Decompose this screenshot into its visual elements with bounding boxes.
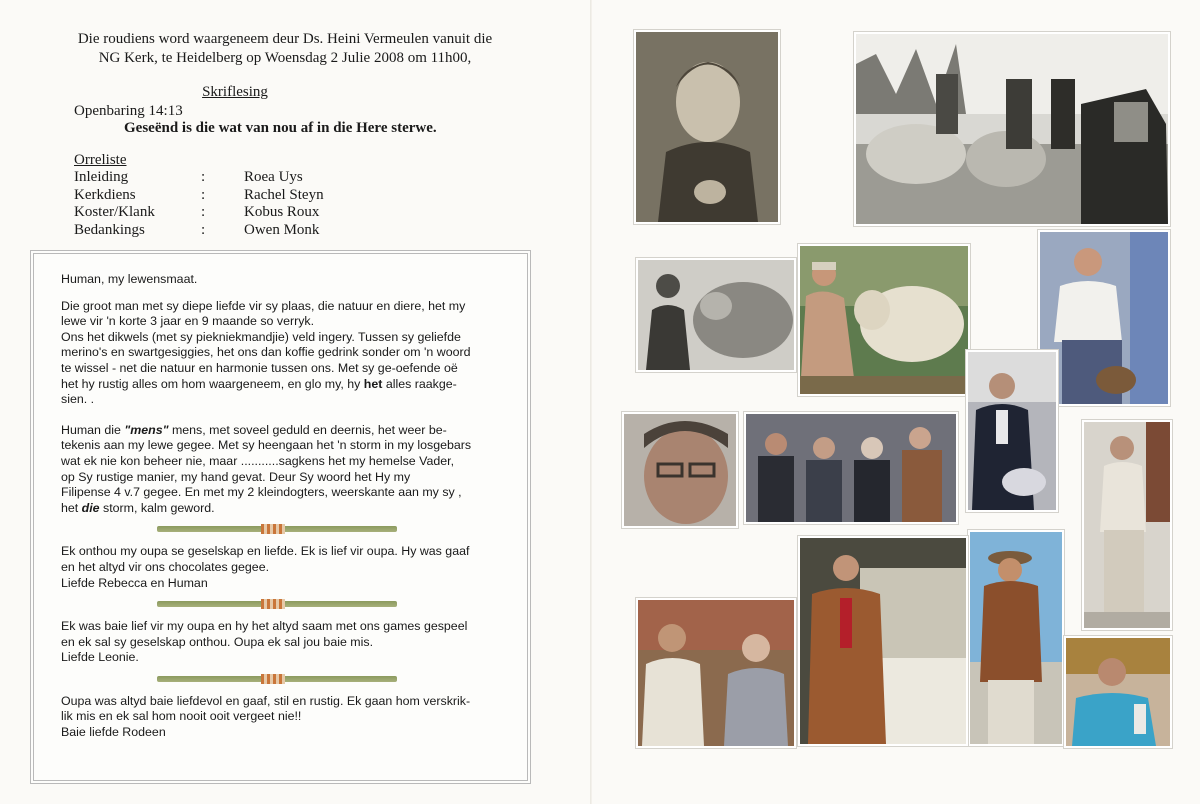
photo-face-closeup-glasses [622,412,738,528]
photo-group-four-men [744,412,958,524]
text-line: Ek onthou my oupa se geselskap en liefde. Ek is lief vir oupa. Hy was gaaf [61,544,470,559]
photo-two-men-seated [636,598,796,748]
text-line: merino's en swartgesiggies, het ons dan koffie gedrink sonder om 'n woord [61,345,471,360]
ornamental-divider [157,526,397,532]
text-line: wat ek nie kon beheer nie, maar ...........sagkens het my hemelse Vader, [61,453,455,468]
organist-name: Kobus Roux [244,204,320,220]
text-line: Oupa was altyd baie liefdevol en gaaf, stil en rustig. Ek gaan hom verskrik- [61,693,471,708]
organist-row [74,169,374,187]
text-line: te wissel - net die natuur en harmonie tussen ons. Met sy ge-oefende oë [61,360,458,375]
photo-man-blue-shirt [1064,636,1172,748]
divider-knot [261,599,285,609]
divider-knot [261,524,285,534]
photo-man-with-sheep [636,258,796,372]
tribute-paragraph-5 [61,694,511,741]
service-intro [40,30,530,68]
organist-row [74,222,374,240]
photo-man-hat-leather-jacket [968,530,1064,746]
text-line: Die groot man met sy diepe liefde vir sy plaas, die natuur en diere, het my [61,298,466,313]
left-page [0,0,590,804]
text-line: en ek sal sy geselskap onthou. Oupa ek sal jou baie mis. [61,634,374,649]
text-line: tekenis aan my lewe gegee. Met sy heengaan het 'n storm in my losgebars [61,438,472,453]
signature-line: Liefde Leonie. [61,650,139,665]
organists-list [74,169,374,239]
organist-name: Roea Uys [244,169,303,185]
text-line: mens, met soveel geduld en deernis, het weer be- [168,422,447,437]
photo-man-with-ram [798,244,970,396]
reading-reference: Openbaring 14:13 [74,103,183,119]
organist-role: Inleiding [74,169,129,185]
photo-man-brown-jacket-fleece [798,536,968,746]
photo-collage-page [592,0,1200,804]
organist-role: Bedankings [74,221,145,238]
text-line: Ons het dikwels (met sy piekniekmandjie) veld ingery. Tussen sy geliefde [61,329,461,344]
organist-colon: : [201,186,206,203]
tribute-greeting: Human, my lewensmaat. [61,272,198,286]
photo-child-portrait [634,30,780,224]
emphasis-die: die [81,500,100,515]
signature-line: Baie liefde Rodeen [61,725,166,740]
text-line: sien. . [61,392,95,407]
text-line: het [61,500,82,515]
text-line: en het altyd vir ons chocolates gegee. [61,559,270,574]
tribute-paragraph-4 [61,619,511,666]
tribute-box [30,250,531,784]
organist-name: Rachel Steyn [244,186,324,203]
text-line: storm, kalm geword. [99,500,215,515]
signature-line: Liefde Rebecca en Human [61,575,208,590]
organist-role: Koster/Klank [74,204,155,220]
photo-man-standing [1082,420,1172,630]
photo-farm-truck [854,32,1170,226]
organists-heading: Orreliste [74,152,127,168]
photo-man-in-blazer [966,350,1058,512]
divider-knot [261,674,285,684]
ornamental-divider [157,601,397,607]
reading-verse: Geseënd is die wat van nou af in die Here sterwe. [124,120,437,136]
text-line: Filipense 4 v.7 gegee. En met my 2 kleindogters, weerskante aan my sy , [61,485,462,500]
emphasis-het: het [363,376,383,391]
text-line: Human die [61,422,125,437]
ornamental-divider [157,676,397,682]
tribute-text [61,272,511,741]
tribute-paragraph-2 [61,423,511,517]
organist-row [74,204,374,222]
emphasis-mens: "mens" [124,422,169,437]
text-line: Ek was baie lief vir my oupa en hy het altyd saam met ons games gespeel [61,619,468,634]
organist-colon: : [201,221,206,238]
organist-colon: : [201,169,206,185]
intro-line-1: Die roudiens word waargeneem deur Ds. Heini Vermeulen vanuit die [77,31,493,47]
text-line: lewe vir 'n korte 3 jaar en 9 maande so verryk. [61,314,315,329]
text-line: op Sy rustige manier, my hand gevat. Deur Sy woord het Hy my [61,469,411,484]
organist-colon: : [201,204,206,220]
text-line: lik mis en ek sal hom nooit ooit vergeet nie!! [61,709,302,724]
organist-row [74,187,374,205]
tribute-paragraph-3 [61,544,511,591]
reading-heading: Skriflesing [202,84,268,100]
organist-name: Owen Monk [244,221,320,238]
organist-role: Kerkdiens [74,186,136,203]
text-line: het hy rustig alles om hom waargeneem, en glo my, hy [61,376,364,391]
text-line: alles raakge- [382,376,457,391]
tribute-paragraph-1 [61,299,511,408]
intro-line-2: NG Kerk, te Heidelberg op Woensdag 2 Julie 2008 om 11h00, [98,50,472,66]
